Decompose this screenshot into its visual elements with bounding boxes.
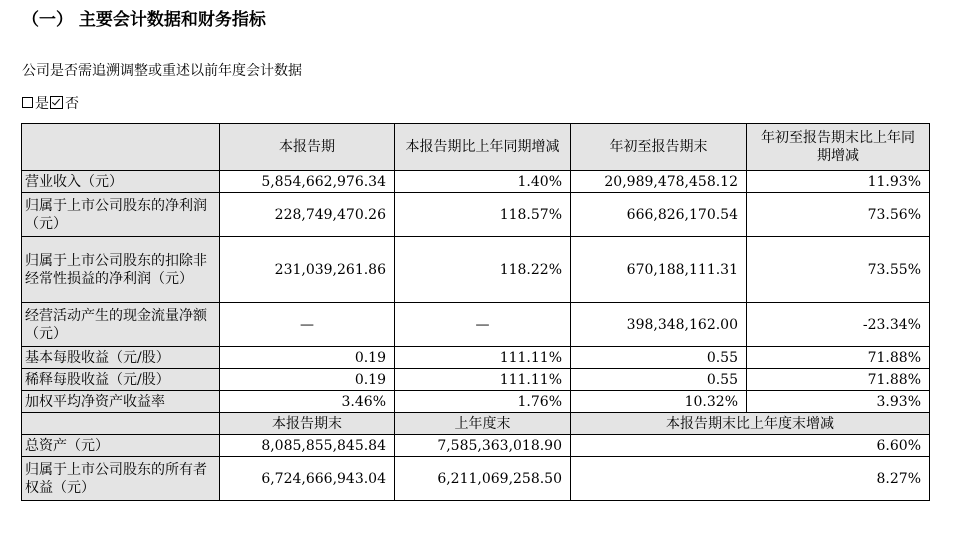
- cell: 1.76%: [395, 391, 571, 413]
- cell: -23.34%: [747, 303, 930, 347]
- col-header: 本报告期: [220, 124, 395, 171]
- restatement-question: 公司是否需追溯调整或重述以前年度会计数据: [22, 63, 302, 79]
- cell: 228,749,470.26: [220, 193, 395, 237]
- table-row: [22, 171, 930, 193]
- row-label: 经营活动产生的现金流量净额（元）: [22, 303, 220, 347]
- cell: 111.11%: [395, 347, 571, 369]
- cell: —: [220, 303, 395, 347]
- cell: 670,188,111.31: [571, 237, 747, 303]
- cell: 3.93%: [747, 391, 930, 413]
- cell: 8.27%: [571, 457, 930, 501]
- header-blank: [22, 413, 220, 435]
- no-checkbox-checked: [50, 96, 63, 109]
- yes-label: 是: [35, 96, 49, 112]
- cell: 111.11%: [395, 369, 571, 391]
- table-row: [22, 303, 930, 347]
- cell: 1.40%: [395, 171, 571, 193]
- row-label: 归属于上市公司股东的扣除非经常性损益的净利润（元）: [22, 237, 220, 303]
- col-header: 本报告期末: [220, 413, 395, 435]
- row-label: 总资产（元）: [22, 435, 220, 457]
- cell: 118.57%: [395, 193, 571, 237]
- table-row: [22, 369, 930, 391]
- table-row: [22, 435, 930, 457]
- yes-checkbox: [22, 97, 33, 108]
- table-row: [22, 237, 930, 303]
- table-row: [22, 347, 930, 369]
- cell: 0.55: [571, 369, 747, 391]
- row-label: 归属于上市公司股东的所有者权益（元）: [22, 457, 220, 501]
- cell: 398,348,162.00: [571, 303, 747, 347]
- cell: 73.55%: [747, 237, 930, 303]
- cell: 6,724,666,943.04: [220, 457, 395, 501]
- cell: 20,989,478,458.12: [571, 171, 747, 193]
- cell: 0.55: [571, 347, 747, 369]
- col-header: 上年度末: [395, 413, 571, 435]
- header-blank: [22, 124, 220, 171]
- table-row: [22, 457, 930, 501]
- cell: 6,211,069,258.50: [395, 457, 571, 501]
- header-row: [22, 124, 930, 171]
- cell: 10.32%: [571, 391, 747, 413]
- cell: 11.93%: [747, 171, 930, 193]
- cell: 0.19: [220, 347, 395, 369]
- restatement-options: [22, 93, 79, 113]
- cell: 8,085,855,845.84: [220, 435, 395, 457]
- table-row: [22, 391, 930, 413]
- col-header: 年初至报告期末: [571, 124, 747, 171]
- section-heading: （一） 主要会计数据和财务指标: [22, 10, 266, 30]
- cell: 666,826,170.54: [571, 193, 747, 237]
- col-header: 本报告期比上年同期增减: [395, 124, 571, 171]
- financial-indicators-table: [21, 123, 930, 501]
- row-label: 基本每股收益（元/股）: [22, 347, 220, 369]
- header-row-2: [22, 413, 930, 435]
- cell: 7,585,363,018.90: [395, 435, 571, 457]
- col-header: 年初至报告期末比上年同期增减: [747, 124, 930, 171]
- cell: 71.88%: [747, 369, 930, 391]
- row-label: 归属于上市公司股东的净利润（元）: [22, 193, 220, 237]
- row-label: 营业收入（元）: [22, 171, 220, 193]
- table-row: [22, 193, 930, 237]
- cell: 118.22%: [395, 237, 571, 303]
- cell: 73.56%: [747, 193, 930, 237]
- col-header: 本报告期末比上年度末增减: [571, 413, 930, 435]
- cell: 231,039,261.86: [220, 237, 395, 303]
- cell: 0.19: [220, 369, 395, 391]
- cell: 3.46%: [220, 391, 395, 413]
- cell: 6.60%: [571, 435, 930, 457]
- cell: 5,854,662,976.34: [220, 171, 395, 193]
- row-label: 加权平均净资产收益率: [22, 391, 220, 413]
- cell: —: [395, 303, 571, 347]
- cell: 71.88%: [747, 347, 930, 369]
- no-label: 否: [65, 96, 79, 112]
- row-label: 稀释每股收益（元/股）: [22, 369, 220, 391]
